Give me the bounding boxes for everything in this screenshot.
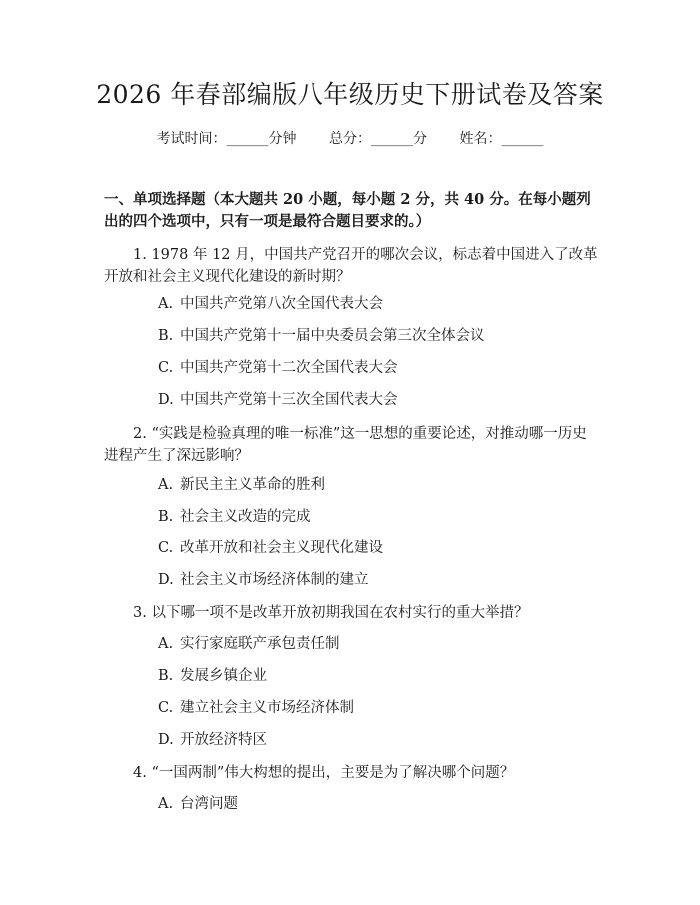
exam-time-field: 考试时间：______分钟 [156,131,297,147]
option-text: 台湾问题 [180,796,238,812]
option-item [158,570,598,590]
option-item [158,634,598,654]
exam-meta [0,129,700,149]
option-item [158,730,598,750]
option-text: 中国共产党第十二次全国代表大会 [180,360,398,376]
option-text: 新民主主义革命的胜利 [180,477,325,493]
option-text: 社会主义市场经济体制的建立 [180,572,369,588]
option-text: 改革开放和社会主义现代化建设 [180,540,383,556]
question-stem: 2. “实践是检验真理的唯一标准”这一思想的重要论述，对推动哪一历史进程产生了深远影响？ [104,426,587,464]
option-item [158,358,598,378]
total-score-field: 总分：______分 [329,131,427,147]
option-letter: D. [158,732,174,748]
option-text: 中国共产党第八次全国代表大会 [180,296,383,312]
option-item [158,390,598,410]
option-letter: C. [158,540,174,556]
option-text: 建立社会主义市场经济体制 [180,700,354,716]
option-item [158,507,598,527]
page-title: 2026 年春部编版八年级历史下册试卷及答案 [96,80,604,109]
option-item [158,326,598,346]
question-stem: 3. 以下哪一项不是改革开放初期我国在农村实行的重大举措？ [133,605,529,621]
option-letter: B. [158,328,174,344]
option-text: 开放经济特区 [180,732,267,748]
option-text: 中国共产党第十三次全国代表大会 [180,392,398,408]
option-letter: C. [158,360,174,376]
option-item [158,698,598,718]
option-item [158,666,598,686]
option-letter: B. [158,509,174,525]
question-stem: 4. “一国两制”伟大构想的提出，主要是为了解决哪个问题？ [133,765,515,781]
option-text: 发展乡镇企业 [180,668,267,684]
option-letter: D. [158,392,174,408]
section-heading: 一、单项选择题（本大题共 20 小题，每小题 2 分，共 40 分。在每小题列出的四个选项中，只有一项是最符合题目要求的。） [104,191,591,230]
option-letter: D. [158,572,174,588]
option-letter: A. [158,477,174,493]
option-item [158,794,598,814]
option-item [158,538,598,558]
option-letter: B. [158,668,174,684]
option-text: 社会主义改造的完成 [180,509,311,525]
option-item [158,294,598,314]
option-letter: C. [158,700,174,716]
student-name-field: 姓名：______ [459,131,544,147]
option-item [158,475,598,495]
option-text: 中国共产党第十一届中央委员会第三次全体会议 [180,328,485,344]
option-letter: A. [158,636,174,652]
option-text: 实行家庭联产承包责任制 [180,636,340,652]
question-stem: 1. 1978 年 12 月，中国共产党召开的哪次会议，标志着中国进入了改革开放和社会主义现代化建设的新时期？ [104,247,598,285]
option-letter: A. [158,796,174,812]
option-letter: A. [158,296,174,312]
